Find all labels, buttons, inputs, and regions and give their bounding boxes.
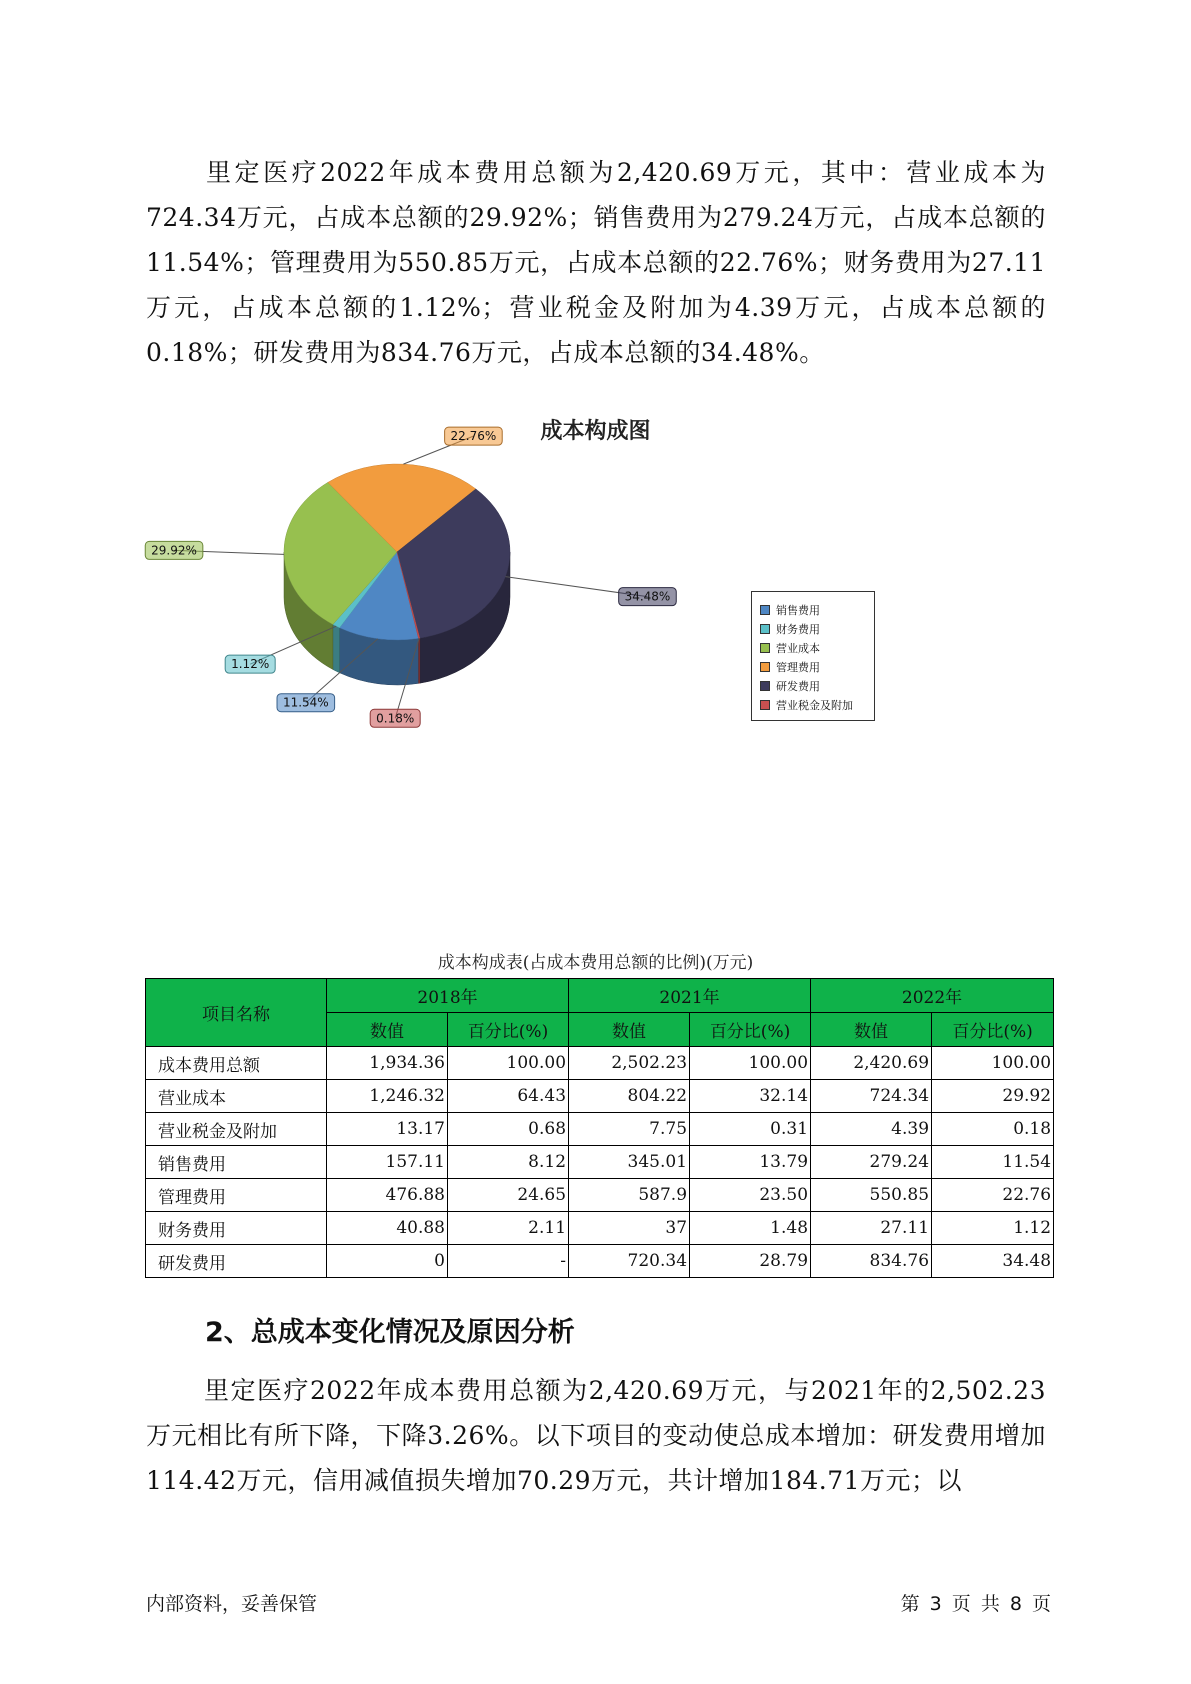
table-row — [146, 1113, 1054, 1146]
header-year: 2018年 — [327, 979, 569, 1013]
data-label: 34.48% — [624, 589, 671, 604]
cell-percent: 1.12 — [932, 1212, 1054, 1245]
legend-swatch — [760, 643, 770, 653]
cell-percent: 1.48 — [690, 1212, 811, 1245]
cost-structure-table — [145, 978, 1054, 1278]
table-row — [146, 1245, 1054, 1278]
cell-percent: 11.54 — [932, 1146, 1054, 1179]
row-label: 成本费用总额 — [146, 1047, 327, 1080]
data-label: 22.76% — [450, 429, 497, 444]
row-label: 管理费用 — [146, 1179, 327, 1212]
cell-value: 2,420.69 — [811, 1047, 932, 1080]
cell-value: 720.34 — [569, 1245, 690, 1278]
legend-label: 财务费用 — [776, 622, 820, 636]
cell-value: 804.22 — [569, 1080, 690, 1113]
legend-label: 销售费用 — [776, 603, 820, 617]
row-label: 营业税金及附加 — [146, 1113, 327, 1146]
header-percent: 百分比(%) — [690, 1013, 811, 1047]
cell-percent: 29.92 — [932, 1080, 1054, 1113]
cell-value: 279.24 — [811, 1146, 932, 1179]
legend-item — [760, 600, 874, 619]
cell-percent: 8.12 — [448, 1146, 569, 1179]
table-row — [146, 1080, 1054, 1113]
cell-percent: 28.79 — [690, 1245, 811, 1278]
row-label: 财务费用 — [146, 1212, 327, 1245]
data-label: 29.92% — [151, 543, 197, 558]
legend-label: 研发费用 — [776, 679, 820, 693]
data-label: 11.54% — [282, 695, 329, 710]
cell-percent: 0.68 — [448, 1113, 569, 1146]
legend-swatch — [760, 605, 770, 615]
header-value: 数值 — [811, 1013, 932, 1047]
legend-swatch — [760, 662, 770, 672]
cell-value: 724.34 — [811, 1080, 932, 1113]
cell-value: 13.17 — [327, 1113, 448, 1146]
row-label: 营业成本 — [146, 1080, 327, 1113]
cell-percent: 0.18 — [932, 1113, 1054, 1146]
cell-value: 1,934.36 — [327, 1047, 448, 1080]
cell-percent: 13.79 — [690, 1146, 811, 1179]
cell-value: 157.11 — [327, 1146, 448, 1179]
pie-slice-side — [419, 638, 420, 683]
row-label: 销售费用 — [146, 1146, 327, 1179]
table-caption: 成本构成表(占成本费用总额的比例)(万元) — [437, 953, 754, 973]
table-row — [146, 1212, 1054, 1245]
cell-value: 37 — [569, 1212, 690, 1245]
cell-percent: 100.00 — [448, 1047, 569, 1080]
data-label: 1.12% — [231, 657, 270, 672]
intro-paragraph: 里定医疗2022年成本费用总额为2,420.69万元，其中：营业成本为724.34万元，占成本总额的29.92%；销售费用为279.24万元，占成本总额的11.54%；管理费用为550.85万元，占成本总额的22.76%；财务费用为27.11万元，占成本总额的1.12%；营业税金及附加为4.39万元，占成本总额的0.18%；研发费用为834.76万元，占成本总额的34.48%。 — [146, 158, 1046, 367]
header-value: 数值 — [327, 1013, 448, 1047]
cell-value: 345.01 — [569, 1146, 690, 1179]
section-heading: 2、总成本变化情况及原因分析 — [205, 1317, 575, 1348]
header-item-name: 项目名称 — [146, 979, 327, 1047]
footer-confidential: 内部资料，妥善保管 — [146, 1593, 318, 1615]
header-year: 2021年 — [569, 979, 811, 1013]
cell-value: 550.85 — [811, 1179, 932, 1212]
cell-value: 1,246.32 — [327, 1080, 448, 1113]
legend-item — [760, 695, 874, 714]
cell-value: 476.88 — [327, 1179, 448, 1212]
table-row — [146, 1047, 1054, 1080]
cell-value: 834.76 — [811, 1245, 932, 1278]
legend-label: 营业成本 — [776, 641, 820, 655]
data-label: 0.18% — [376, 711, 415, 726]
cell-value: 2,502.23 — [569, 1047, 690, 1080]
pie-slice-side — [333, 624, 340, 672]
analysis-paragraph: 里定医疗2022年成本费用总额为2,420.69万元，与2021年的2,502.23万元相比有所下降，下降3.26%。以下项目的变动使总成本增加：研发费用增加114.42万元，信用减值损失增加70.29万元，共计增加184.71万元；以 — [146, 1376, 1046, 1495]
cell-percent: 100.00 — [690, 1047, 811, 1080]
header-value: 数值 — [569, 1013, 690, 1047]
cell-percent: 24.65 — [448, 1179, 569, 1212]
legend-label: 营业税金及附加 — [776, 698, 853, 712]
legend-item — [760, 619, 874, 638]
row-label: 研发费用 — [146, 1245, 327, 1278]
cell-percent: 32.14 — [690, 1080, 811, 1113]
cell-percent: - — [448, 1245, 569, 1278]
cell-value: 40.88 — [327, 1212, 448, 1245]
chart-title: 成本构成图 — [540, 419, 651, 444]
legend-label: 管理费用 — [776, 660, 820, 674]
header-year: 2022年 — [811, 979, 1054, 1013]
table-row — [146, 1146, 1054, 1179]
legend-item — [760, 676, 874, 695]
table-row — [146, 1179, 1054, 1212]
cell-percent: 22.76 — [932, 1179, 1054, 1212]
cell-value: 0 — [327, 1245, 448, 1278]
legend-item — [760, 638, 874, 657]
header-percent: 百分比(%) — [932, 1013, 1054, 1047]
cell-percent: 23.50 — [690, 1179, 811, 1212]
footer-page-number: 第 3 页 共 8 页 — [900, 1593, 1051, 1615]
cell-value: 7.75 — [569, 1113, 690, 1146]
legend-swatch — [760, 700, 770, 710]
legend-swatch — [760, 624, 770, 634]
legend-swatch — [760, 681, 770, 691]
cell-percent: 2.11 — [448, 1212, 569, 1245]
cell-value: 587.9 — [569, 1179, 690, 1212]
cell-percent: 34.48 — [932, 1245, 1054, 1278]
cell-percent: 0.31 — [690, 1113, 811, 1146]
header-percent: 百分比(%) — [448, 1013, 569, 1047]
cell-percent: 100.00 — [932, 1047, 1054, 1080]
chart-legend — [751, 591, 875, 721]
cell-percent: 64.43 — [448, 1080, 569, 1113]
legend-item — [760, 657, 874, 676]
cell-value: 27.11 — [811, 1212, 932, 1245]
cell-value: 4.39 — [811, 1113, 932, 1146]
